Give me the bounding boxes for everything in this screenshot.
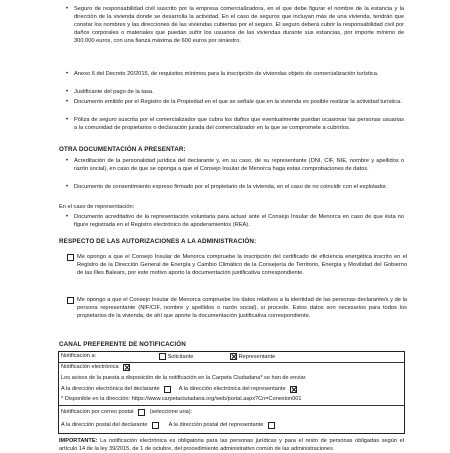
bullet-icon: • (66, 158, 69, 164)
important-note (59, 437, 404, 453)
notification-to-label: Notificación a: (61, 353, 97, 359)
representative-email-label: A la dirección electrónica del representante (178, 386, 286, 392)
authorization-option (77, 296, 407, 320)
list-item-text: Documento acreditativo de la representación voluntaria para actuar ante el Consejo Insular de Menorca en caso de que ésta no figure registrada en el Registro electrónico de apoderamientos (REA). (74, 214, 404, 229)
authorization-checkbox[interactable] (67, 297, 74, 304)
bullet-icon: • (66, 117, 69, 123)
declarant-postal-label: A la dirección postal del declarante (61, 422, 148, 428)
list-item-text: Documento emitido por el Registro de la Propiedad en el que se señale que en la vivienda es posible realizar la actividad turística. (74, 99, 402, 105)
list-item (66, 157, 404, 173)
representation-intro: En el caso de representación: (59, 204, 135, 210)
electronic-row (59, 364, 404, 372)
bullet-icon: • (66, 89, 69, 95)
available-note: * Disponible en la dirección: https://www.carpetaciutadana.org/web/portal.aspx?Cn=Conexion001 (61, 396, 302, 402)
postal-select-label: (seleccione una): (149, 409, 193, 415)
representative-label: Representante (238, 353, 276, 360)
section-title-other-docs: OTRA DOCUMENTACIÓN A PRESENTAR: (59, 146, 186, 153)
representative-email-checkbox-checked[interactable] (290, 386, 297, 393)
representative-postal-label: A la dirección postal del representante (168, 422, 264, 428)
notice-text: Los avisos de la puesta a disposición de la notificación en la Carpeta Ciudadana* se han de enviar. (61, 375, 307, 381)
list-item (66, 5, 404, 45)
email-row (59, 386, 404, 394)
list-item (66, 116, 404, 132)
applicant-checkbox[interactable] (159, 353, 166, 360)
electronic-label: Notificación electrónica (61, 364, 119, 370)
list-item (66, 183, 404, 191)
representative-checkbox-checked[interactable] (230, 353, 237, 360)
notification-to-row (59, 352, 404, 363)
postal-address-row (59, 422, 404, 430)
postal-row (59, 409, 404, 417)
authorization-checkbox[interactable] (67, 254, 74, 261)
list-item-text: Acreditación de la personalidad jurídica del declarante y, en su caso, de su representante (DNI, CIF, NIE, nombre y apellidos o razón social), en caso de que se oponga a que el Consejo Insular de Menorca haga estas comprobaciones de datos. (74, 158, 404, 173)
list-item (66, 213, 404, 229)
list-item (66, 98, 404, 106)
bullet-icon: • (66, 71, 69, 77)
section-title-notification: CANAL PREFERENTE DE NOTIFICACIÓN (59, 341, 186, 348)
section-title-authorizations: RESPECTO DE LAS AUTORIZACIONES A LA ADMINISTRACIÓN: (59, 238, 257, 245)
authorization-option (77, 253, 407, 277)
declarant-email-checkbox[interactable] (164, 386, 171, 393)
electronic-checkbox-checked[interactable] (123, 364, 130, 371)
list-item-text: Anexo 6 del Decreto 20/2015, de requisitos mínimos para la inscripción de viviendas objeto de comercialización turística. (74, 71, 379, 77)
available-note-row (59, 396, 404, 406)
postal-label: Notificación por correo postal (61, 409, 134, 415)
representative-postal-checkbox[interactable] (268, 422, 275, 429)
list-item-text: Póliza de seguro suscrita por el comercializador que cubra los daños que eventualmente puedan ocasionar las personas usuarias a la comunidad de propietarios o declaración jurada del comercializador en la que se compromete a cubrirlos. (74, 117, 404, 132)
option-representative[interactable] (230, 353, 275, 361)
list-item-text: Documento de consentimiento expreso firmado por el propietario de la vivienda, en el caso de no coincidir con el explotador. (74, 184, 388, 190)
option-applicant[interactable] (159, 353, 193, 361)
list-item (66, 70, 404, 78)
bullet-icon: • (66, 214, 69, 220)
applicant-label: Solicitante (167, 353, 194, 360)
postal-checkbox[interactable] (138, 409, 145, 416)
important-label: IMPORTANTE: (59, 438, 98, 444)
list-item (66, 88, 404, 96)
declarant-postal-checkbox[interactable] (152, 422, 159, 429)
bullet-icon: • (66, 99, 69, 105)
list-item-text: Justificante del pago de la tasa. (74, 89, 154, 95)
bullet-icon: • (66, 184, 69, 190)
declarant-email-label: A la dirección electrónica del declarante (61, 386, 160, 392)
notice-row (59, 375, 404, 382)
authorization-text: Me opongo a que el Consejo Insular de Menorca compruebe la inscripción del certificado de eficiencia energética inscrito en el Registro de la Dirección General de Energía y Cambio Climático de la Consejería de Territorio, Energía y Movilidad del Gobierno de las Illes Balears, por este motivo aporto la documentación justificativa correspondiente. (77, 254, 407, 277)
bullet-icon: • (66, 6, 69, 12)
important-text: La notificación electrónica es obligatoria para las personas jurídicas y para el resto de personas obligadas según el artículo 14 de la ley 39/2015, de 1 de octubre, del procedimiento administrativo común de las administraciones (59, 438, 404, 452)
authorization-text: Me opongo a que el Consejo Insular de Menorca compruebe los datos relativos a la identidad de las personas declarante/s y de la persona representante (NIF/CIF, nombre y apellidos o razón social), si procede. Estos datos son necesarios para todos los propietarios de la vivienda, de ahí que aporte la documentación justificativa correspondiente. (77, 297, 407, 320)
list-item-text: Seguro de responsabilidad civil suscrito por la empresa comercializadora, en el que debe figurar el nombre de la estancia y la dirección de la vivienda donde se desarrolla la actividad. En el caso de seguros que incluyan más de una vivienda, tendrán que constar los nombres y las direcciones de las viviendas cubiertas por el seguro. El seguro deberá cubrir la responsabilidad civil por daños corporales o materiales que puedan sufrir los usuarios de las viviendas durante sus estancias, por importe mínimo de 300.000 euros, con una fianza máxima de 600 euros por siniestro. (74, 6, 404, 45)
